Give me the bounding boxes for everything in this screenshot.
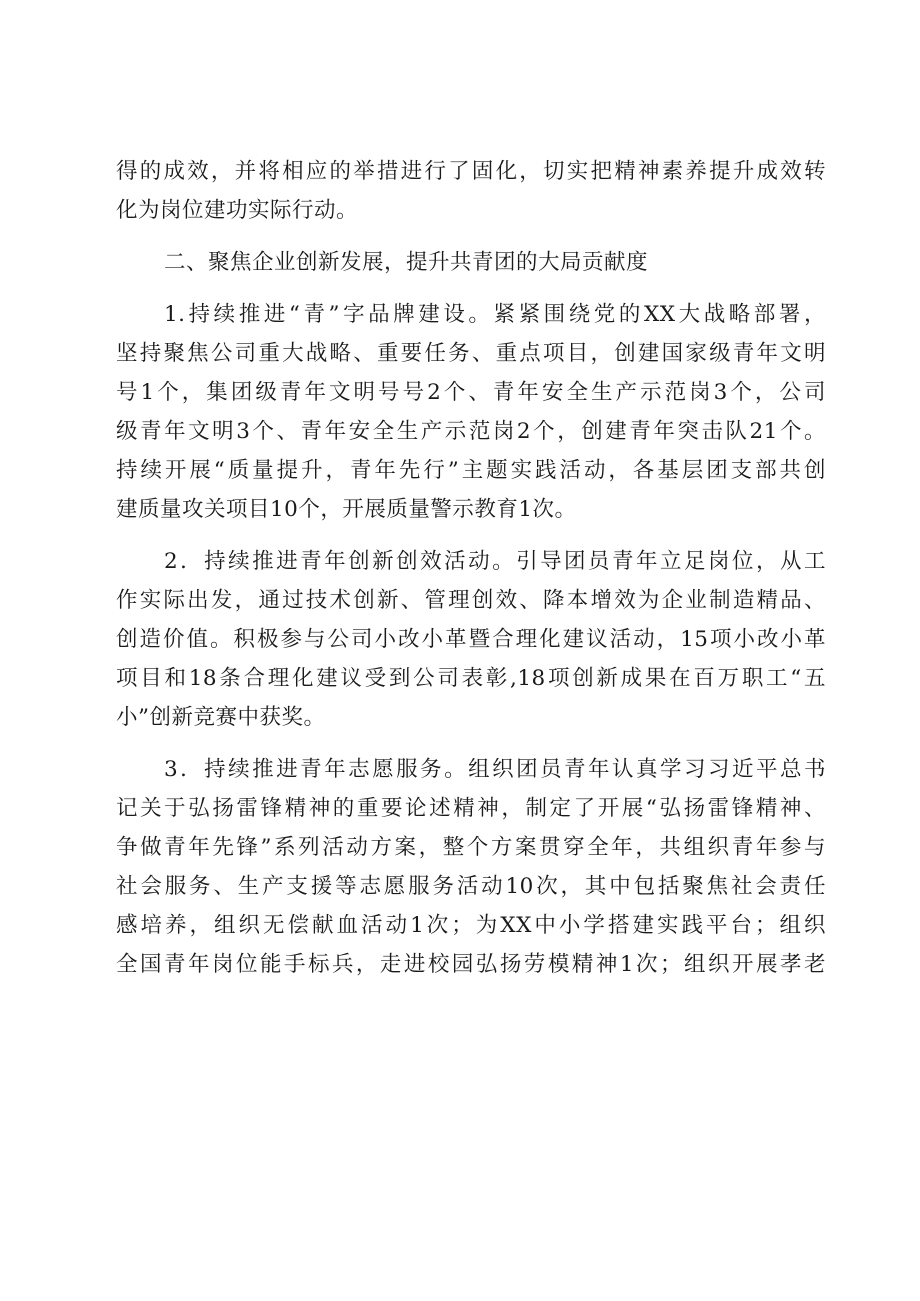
section-heading xyxy=(116,243,826,282)
text-line: 争做青年先锋”系列活动方案，整个方案贯穿全年，共组织青年参与 xyxy=(116,835,826,860)
text-line: 项目和18条合理化建议受到公司表彰,18项创新成果在百万职工“五 xyxy=(116,666,826,691)
text-line: 作实际出发，通过技术创新、管理创效、降本增效为企业制造精品、 xyxy=(116,588,826,613)
text-line: 全国青年岗位能手标兵，走进校园弘扬劳模精神1次；组织开展孝老 xyxy=(116,952,826,977)
paragraph-item-3 xyxy=(116,750,826,984)
text-line: 1.持续推进“青”字品牌建设。紧紧围绕党的XX大战略部署， xyxy=(164,302,826,327)
text-line: 建质量攻关项目10个，开展质量警示教育1次。 xyxy=(116,497,577,522)
paragraph-item-2 xyxy=(116,542,826,737)
text-line: 持续开展“质量提升，青年先行”主题实践活动，各基层团支部共创 xyxy=(116,458,826,483)
document-body xyxy=(116,152,826,997)
text-line: 创造价值。积极参与公司小改小革暨合理化建议活动，15项小改小革 xyxy=(116,627,826,652)
text-line: 化为岗位建功实际行动。 xyxy=(116,198,359,223)
text-line: 级青年文明3个、青年安全生产示范岗2个，创建青年突击队21个。 xyxy=(116,419,826,444)
text-line: 记关于弘扬雷锋精神的重要论述精神，制定了开展“弘扬雷锋精神、 xyxy=(116,796,826,821)
text-line: 号1个，集团级青年文明号号2个、青年安全生产示范岗3个，公司 xyxy=(116,380,826,405)
heading-line: 二、聚焦企业创新发展，提升共青团的大局贡献度 xyxy=(164,250,649,275)
text-line: 得的成效，并将相应的举措进行了固化，切实把精神素养提升成效转 xyxy=(116,159,826,184)
paragraph-continuation xyxy=(116,152,826,230)
text-line: 感培养，组织无偿献血活动1次；为XX中小学搭建实践平台；组织 xyxy=(116,913,826,938)
text-line: 坚持聚焦公司重大战略、重要任务、重点项目，创建国家级青年文明 xyxy=(116,341,826,366)
text-line: 2．持续推进青年创新创效活动。引导团员青年立足岗位，从工 xyxy=(164,549,826,574)
text-line: 3．持续推进青年志愿服务。组织团员青年认真学习习近平总书 xyxy=(164,757,826,782)
text-line: 小”创新竞赛中获奖。 xyxy=(116,705,326,730)
paragraph-item-1 xyxy=(116,295,826,529)
text-line: 社会服务、生产支援等志愿服务活动10次，其中包括聚焦社会责任 xyxy=(116,874,826,899)
